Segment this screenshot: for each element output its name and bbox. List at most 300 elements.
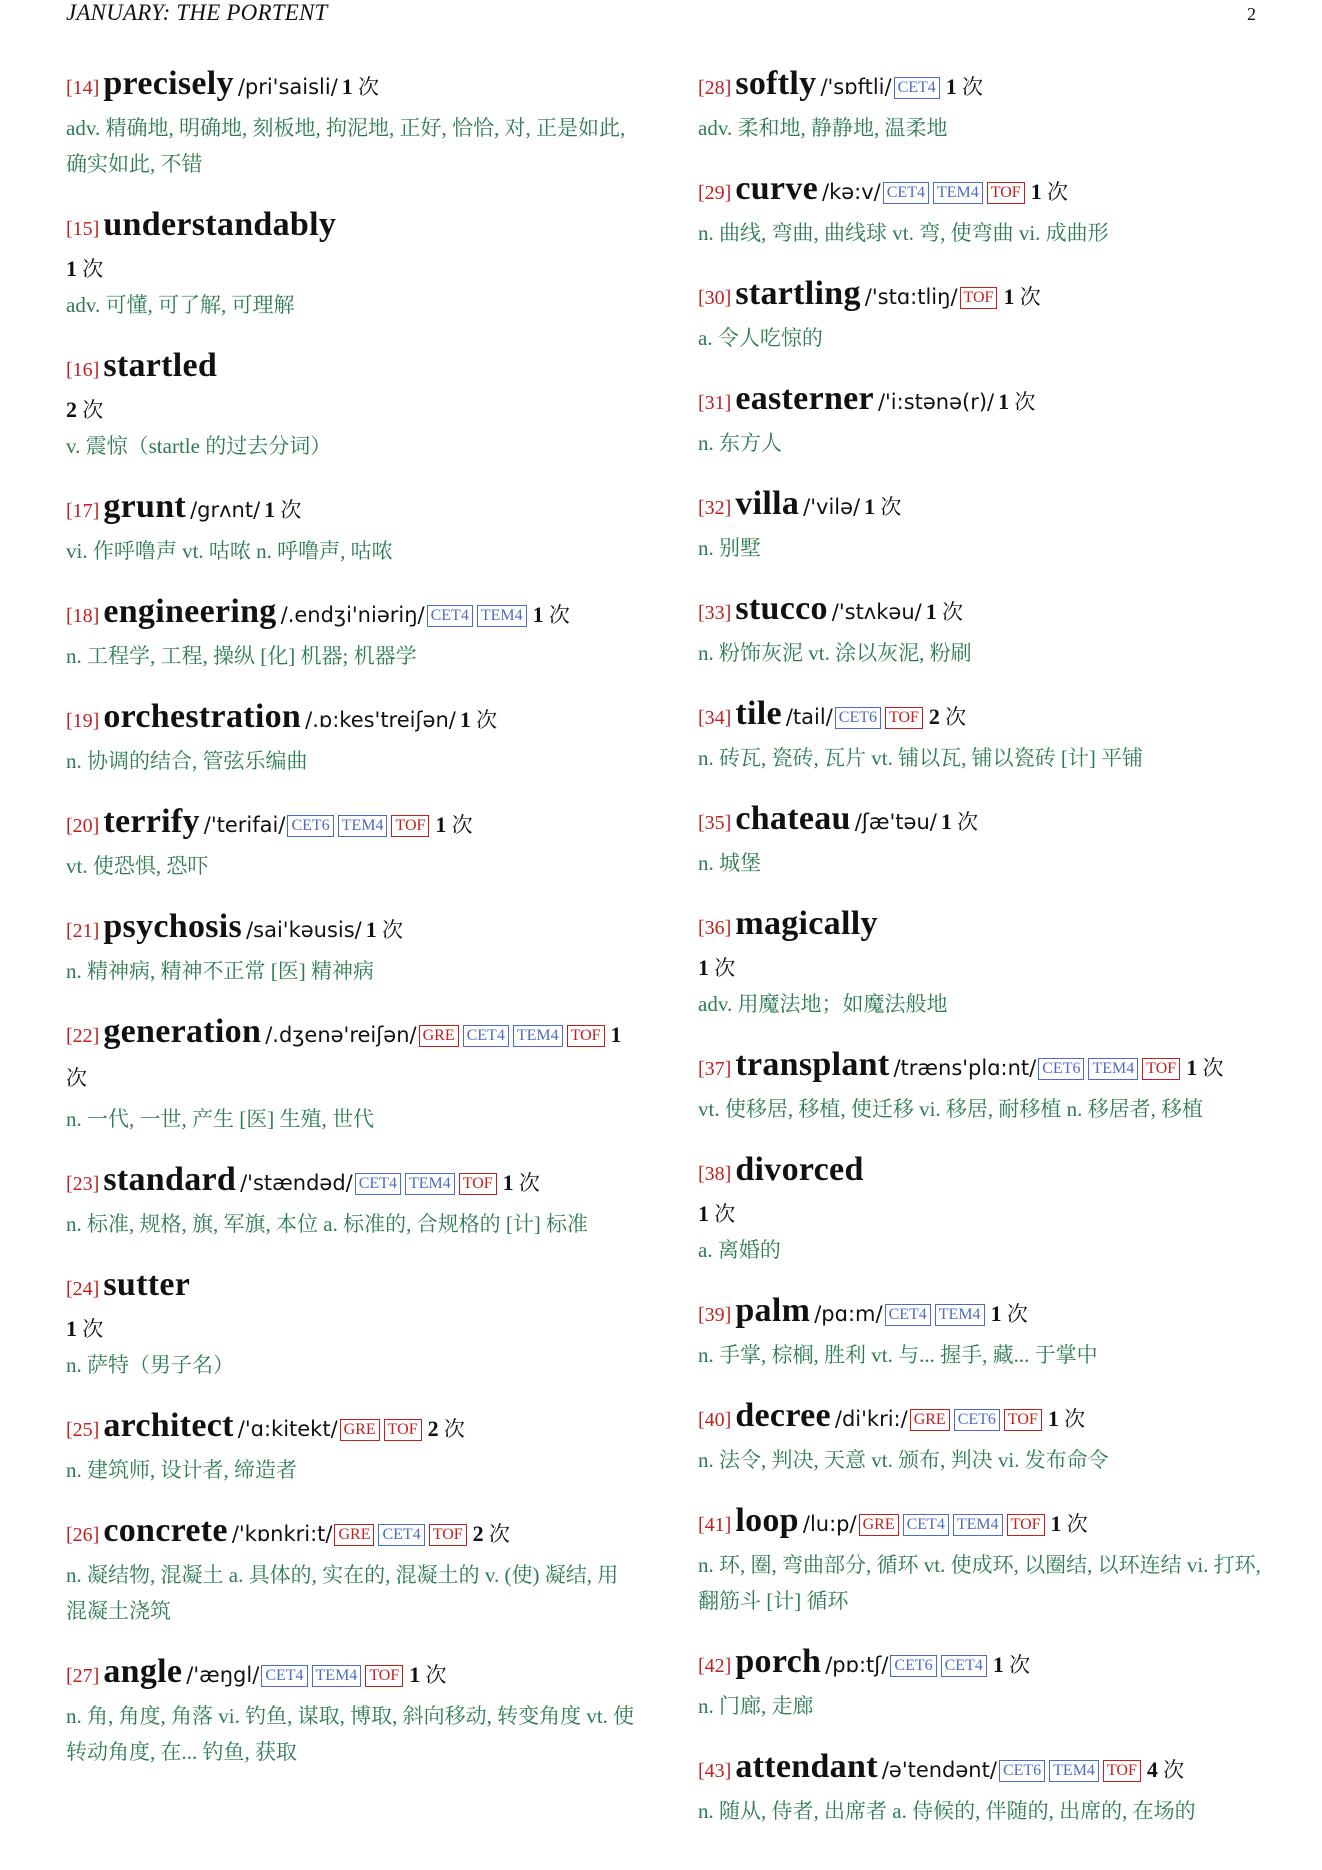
occurrence-count — [698, 1202, 735, 1226]
definition: n. 环, 圈, 弯曲部分, 循环 vt. 使成环, 以圈结, 以环连结 vi. 打环, 翻筋斗 [计] 循环 — [698, 1553, 1261, 1613]
entry-headline — [66, 346, 636, 392]
entry-index: [39] — [698, 1304, 732, 1326]
count-unit: 次 — [280, 498, 302, 522]
exam-tag: TOF — [960, 287, 998, 309]
headword: loop — [735, 1502, 799, 1539]
exam-tag: CET4 — [885, 1304, 931, 1326]
count-value: 1 — [264, 497, 276, 522]
exam-tag: TOF — [1004, 1409, 1042, 1431]
vocab-entry — [698, 1045, 1272, 1127]
entry-headline — [698, 904, 1272, 950]
entry-index: [21] — [66, 920, 100, 942]
occurrence-count — [993, 1653, 1030, 1677]
left-column — [66, 64, 636, 1793]
occurrence-count — [1051, 1512, 1088, 1536]
definition: n. 砖瓦, 瓷砖, 瓦片 vt. 铺以瓦, 铺以瓷砖 [计] 平铺 — [698, 746, 1144, 770]
headword: divorced — [735, 1151, 864, 1188]
entry-headline — [66, 1406, 636, 1452]
page-number: 2 — [1247, 4, 1256, 24]
count-value: 1 — [698, 1201, 709, 1226]
headword: generation — [103, 1013, 262, 1050]
entry-index: [35] — [698, 812, 732, 834]
entry-headline — [698, 274, 1272, 320]
exam-tag: TEM4 — [1088, 1058, 1138, 1080]
phonetic: /tail/ — [785, 705, 833, 729]
exam-tag: TOF — [1142, 1058, 1180, 1080]
count-value: 1 — [532, 602, 544, 627]
entry-index: [24] — [66, 1278, 100, 1300]
exam-tag: CET6 — [999, 1760, 1045, 1782]
exam-tag: TEM4 — [477, 605, 527, 627]
exam-tag: TOF — [365, 1665, 403, 1687]
occurrence-count — [264, 498, 301, 522]
count-value: 2 — [66, 397, 77, 422]
entry-index: [22] — [66, 1025, 100, 1047]
phonetic: /grʌnt/ — [190, 498, 261, 522]
definition: adv. 用魔法地；如魔法般地 — [698, 992, 948, 1016]
count-unit: 次 — [451, 813, 473, 837]
occurrence-count — [1031, 180, 1068, 204]
exam-tag: GRE — [910, 1409, 950, 1431]
exam-tag: CET6 — [1038, 1058, 1084, 1080]
entry-index: [33] — [698, 602, 732, 624]
exam-tag: CET4 — [883, 182, 929, 204]
phonetic: /træns'plɑ:nt/ — [893, 1056, 1037, 1080]
phonetic: /di'kri:/ — [834, 1407, 908, 1431]
count-unit: 次 — [945, 705, 967, 729]
entry-index: [17] — [66, 500, 100, 522]
entry-index: [34] — [698, 707, 732, 729]
count-line — [698, 1196, 1272, 1232]
exam-tag: GRE — [419, 1025, 459, 1047]
count-value: 1 — [66, 256, 77, 281]
vocab-entry — [698, 169, 1272, 251]
count-value: 1 — [1186, 1055, 1198, 1080]
occurrence-count — [435, 813, 472, 837]
exam-tag: CET4 — [941, 1655, 987, 1677]
entry-index: [28] — [698, 77, 732, 99]
occurrence-count — [366, 918, 403, 942]
definition: n. 曲线, 弯曲, 曲线球 vt. 弯, 使弯曲 vi. 成曲形 — [698, 221, 1109, 245]
vocab-entry — [698, 1642, 1272, 1724]
entry-headline — [66, 1012, 636, 1101]
count-value: 1 — [1030, 179, 1042, 204]
headword: palm — [735, 1292, 811, 1329]
count-value: 1 — [365, 917, 377, 942]
entry-index: [43] — [698, 1760, 732, 1782]
vocab-entry — [698, 274, 1272, 356]
phonetic: /.endʒi'niəriŋ/ — [280, 603, 425, 627]
headword: concrete — [103, 1512, 228, 1549]
count-value: 1 — [66, 1316, 77, 1341]
occurrence-count — [1186, 1056, 1223, 1080]
occurrence-count — [991, 1302, 1028, 1326]
count-unit: 次 — [1014, 390, 1036, 414]
exam-tag: TOF — [987, 182, 1025, 204]
occurrence-count — [342, 75, 379, 99]
vocab-entry — [698, 1501, 1272, 1619]
definition: vi. 作呼噜声 vt. 咕哝 n. 呼噜声, 咕哝 — [66, 539, 393, 563]
count-value: 4 — [1146, 1757, 1158, 1782]
count-unit: 次 — [1163, 1758, 1185, 1782]
phonetic: /.ɒ:kes'treiʃən/ — [305, 708, 456, 732]
count-line — [66, 392, 636, 428]
exam-tag: TEM4 — [953, 1514, 1003, 1536]
definition: n. 手掌, 棕榈, 胜利 vt. 与... 握手, 藏... 于掌中 — [698, 1343, 1098, 1367]
exam-tag: CET4 — [894, 77, 940, 99]
definition: n. 工程学, 工程, 操纵 [化] 机器; 机器学 — [66, 644, 417, 668]
headword: understandably — [103, 206, 337, 243]
exam-tag: CET6 — [287, 815, 333, 837]
occurrence-count — [929, 705, 966, 729]
occurrence-count — [533, 603, 570, 627]
count-unit: 次 — [358, 75, 380, 99]
headword: magically — [735, 905, 878, 942]
phonetic: /pri'saisli/ — [237, 75, 338, 99]
definition: a. 离婚的 — [698, 1238, 781, 1262]
phonetic: /'vilə/ — [803, 495, 861, 519]
count-unit: 次 — [1006, 1302, 1028, 1326]
count-unit: 次 — [1066, 1512, 1088, 1536]
count-unit: 次 — [82, 1317, 104, 1341]
occurrence-count — [698, 956, 735, 980]
phonetic: /'æŋgl/ — [186, 1663, 260, 1687]
vocab-entry — [66, 592, 636, 674]
count-value: 2 — [427, 1416, 439, 1441]
entry-headline — [698, 484, 1272, 530]
exam-tag: TEM4 — [312, 1665, 362, 1687]
exam-tag: TOF — [384, 1419, 422, 1441]
count-unit: 次 — [880, 495, 902, 519]
count-value: 2 — [472, 1521, 484, 1546]
exam-tag: TEM4 — [1049, 1760, 1099, 1782]
count-value: 1 — [502, 1170, 514, 1195]
vocab-entry — [66, 907, 636, 989]
definition: adv. 精确地, 明确地, 刻板地, 拘泥地, 正好, 恰恰, 对, 正是如此, 确实如此, 不错 — [66, 116, 626, 176]
entry-headline — [698, 169, 1272, 215]
entry-index: [32] — [698, 497, 732, 519]
headword: curve — [735, 170, 819, 207]
exam-tag: TOF — [391, 815, 429, 837]
count-value: 1 — [409, 1662, 421, 1687]
occurrence-count — [1147, 1758, 1184, 1782]
phonetic: /ʃæ'təu/ — [854, 810, 937, 834]
occurrence-count — [66, 1317, 103, 1341]
count-unit: 次 — [1046, 180, 1068, 204]
phonetic: /'ɑ:kitekt/ — [237, 1417, 338, 1441]
entry-index: [27] — [66, 1665, 100, 1687]
entry-index: [36] — [698, 917, 732, 939]
vocab-entry — [698, 1747, 1272, 1829]
occurrence-count — [941, 810, 978, 834]
occurrence-count — [428, 1417, 465, 1441]
exam-tag: CET4 — [427, 605, 473, 627]
headword: angle — [103, 1653, 183, 1690]
entry-headline — [698, 64, 1272, 110]
vocab-entry — [698, 1291, 1272, 1373]
entry-index: [20] — [66, 815, 100, 837]
phonetic: /sai'kəusis/ — [246, 918, 362, 942]
entry-headline — [66, 1511, 636, 1557]
headword: transplant — [735, 1046, 890, 1083]
definition: n. 角, 角度, 角落 vi. 钓鱼, 谋取, 博取, 斜向移动, 转变角度 vt. 使转动角度, 在... 钓鱼, 获取 — [66, 1704, 635, 1764]
headword: terrify — [103, 803, 200, 840]
entry-headline — [698, 589, 1272, 635]
entry-index: [30] — [698, 287, 732, 309]
headword: precisely — [103, 65, 234, 102]
count-value: 1 — [864, 494, 876, 519]
occurrence-count — [503, 1171, 540, 1195]
count-line — [66, 251, 636, 287]
vocab-entry — [66, 487, 636, 569]
occurrence-count — [926, 600, 963, 624]
entry-index: [19] — [66, 710, 100, 732]
entry-index: [15] — [66, 218, 100, 240]
definition: adv. 可懂, 可了解, 可理解 — [66, 293, 295, 317]
exam-tag: GRE — [859, 1514, 899, 1536]
entry-headline — [698, 379, 1272, 425]
definition: n. 一代, 一世, 产生 [医] 生殖, 世代 — [66, 1107, 374, 1131]
occurrence-count — [66, 398, 103, 422]
definition: n. 别墅 — [698, 536, 761, 560]
count-value: 1 — [1003, 284, 1015, 309]
count-value: 1 — [1047, 1406, 1059, 1431]
headword: stucco — [735, 590, 828, 627]
count-value: 2 — [928, 704, 940, 729]
count-unit: 次 — [82, 257, 104, 281]
vocab-entry — [66, 346, 636, 464]
count-unit: 次 — [1009, 1653, 1031, 1677]
entry-index: [41] — [698, 1514, 732, 1536]
exam-tag: TEM4 — [933, 182, 983, 204]
phonetic: /kə:v/ — [822, 180, 881, 204]
exam-tag: TOF — [1103, 1760, 1141, 1782]
count-value: 1 — [435, 812, 447, 837]
count-unit: 次 — [941, 600, 963, 624]
phonetic: /'kɒnkri:t/ — [231, 1522, 333, 1546]
vocab-entry — [698, 64, 1272, 146]
entry-headline — [66, 1652, 636, 1698]
count-unit: 次 — [488, 1522, 510, 1546]
entry-headline — [66, 592, 636, 638]
exam-tag: TEM4 — [338, 815, 388, 837]
entry-index: [26] — [66, 1524, 100, 1546]
headword: chateau — [735, 800, 851, 837]
count-value: 1 — [998, 389, 1010, 414]
entry-index: [38] — [698, 1163, 732, 1185]
headword: engineering — [103, 593, 277, 630]
entry-headline — [698, 1396, 1272, 1442]
phonetic: /lu:p/ — [802, 1512, 857, 1536]
definition: a. 令人吃惊的 — [698, 326, 823, 350]
exam-tag: CET4 — [378, 1524, 424, 1546]
count-unit: 次 — [425, 1663, 447, 1687]
definition: n. 城堡 — [698, 851, 761, 875]
headword: villa — [735, 485, 800, 522]
exam-tag: TEM4 — [935, 1304, 985, 1326]
entry-headline — [698, 1642, 1272, 1688]
headword: standard — [103, 1161, 237, 1198]
count-unit: 次 — [476, 708, 498, 732]
vocab-entry — [698, 589, 1272, 671]
count-unit: 次 — [957, 810, 979, 834]
vocab-entry — [66, 205, 636, 323]
count-unit: 次 — [714, 1202, 736, 1226]
count-unit: 次 — [518, 1171, 540, 1195]
exam-tag: CET4 — [261, 1665, 307, 1687]
headword: sutter — [103, 1266, 191, 1303]
phonetic: /pɒ:tʃ/ — [825, 1653, 889, 1677]
phonetic: /ə'tendənt/ — [881, 1758, 997, 1782]
phonetic: /.dʒenə'reiʃən/ — [265, 1023, 417, 1047]
occurrence-count — [1003, 285, 1040, 309]
exam-tag: TOF — [1007, 1514, 1045, 1536]
entry-headline — [66, 1160, 636, 1206]
entry-index: [18] — [66, 605, 100, 627]
exam-tag: TOF — [567, 1025, 605, 1047]
count-value: 1 — [940, 809, 952, 834]
entry-headline — [66, 205, 636, 251]
occurrence-count — [409, 1663, 446, 1687]
entry-index: [16] — [66, 359, 100, 381]
definition: vt. 使移居, 移植, 使迁移 vi. 移居, 耐移植 n. 移居者, 移植 — [698, 1097, 1204, 1121]
count-unit: 次 — [1202, 1056, 1224, 1080]
entry-index: [40] — [698, 1409, 732, 1431]
count-unit: 次 — [548, 603, 570, 627]
entry-index: [37] — [698, 1058, 732, 1080]
headword: softly — [735, 65, 817, 102]
entry-headline — [698, 694, 1272, 740]
phonetic: /'terifai/ — [203, 813, 286, 837]
headword: grunt — [103, 488, 187, 525]
exam-tag: CET6 — [835, 707, 881, 729]
count-value: 1 — [990, 1301, 1002, 1326]
count-unit: 次 — [66, 1066, 87, 1090]
exam-tag: CET6 — [954, 1409, 1000, 1431]
occurrence-count — [66, 257, 103, 281]
definition: n. 门廊, 走廊 — [698, 1694, 814, 1718]
definition: v. 震惊（startle 的过去分词） — [66, 434, 332, 458]
exam-tag: CET4 — [463, 1025, 509, 1047]
entry-headline — [66, 802, 636, 848]
vocab-entry — [66, 697, 636, 779]
chapter-title: JANUARY: THE PORTENT — [66, 0, 328, 25]
entry-headline — [66, 487, 636, 533]
vocab-entry — [66, 1265, 636, 1383]
count-value: 1 — [459, 707, 471, 732]
phonetic: /'stændəd/ — [240, 1171, 353, 1195]
definition: adv. 柔和地, 静静地, 温柔地 — [698, 116, 948, 140]
entry-index: [14] — [66, 77, 100, 99]
definition: n. 凝结物, 混凝土 a. 具体的, 实在的, 混凝土的 v. (使) 凝结, 用混凝土浇筑 — [66, 1563, 619, 1623]
entry-index: [31] — [698, 392, 732, 414]
exam-tag: CET6 — [890, 1655, 936, 1677]
vocab-entry — [698, 1150, 1272, 1268]
definition: n. 精神病, 精神不正常 [医] 精神病 — [66, 959, 374, 983]
definition: n. 萨特（男子名） — [66, 1353, 234, 1377]
entry-index: [29] — [698, 182, 732, 204]
count-line — [66, 1311, 636, 1347]
exam-tag: TOF — [459, 1173, 497, 1195]
vocab-entry — [66, 1406, 636, 1488]
exam-tag: GRE — [334, 1524, 374, 1546]
entry-index: [42] — [698, 1655, 732, 1677]
exam-tag: TOF — [429, 1524, 467, 1546]
count-value: 1 — [925, 599, 937, 624]
count-line — [698, 950, 1272, 986]
vocab-entry — [698, 379, 1272, 461]
headword: orchestration — [103, 698, 302, 735]
entry-headline — [698, 799, 1272, 845]
entry-headline — [698, 1291, 1272, 1337]
count-unit: 次 — [382, 918, 404, 942]
definition: n. 法令, 判决, 天意 vt. 颁布, 判决 vi. 发布命令 — [698, 1448, 1109, 1472]
vocab-entry — [66, 1511, 636, 1629]
definition: vt. 使恐惧, 恐吓 — [66, 854, 209, 878]
right-column — [698, 64, 1272, 1852]
headword: startled — [103, 347, 218, 384]
occurrence-count — [1048, 1407, 1085, 1431]
vocab-entry — [698, 484, 1272, 566]
vocab-entry — [66, 1652, 636, 1770]
occurrence-count — [460, 708, 497, 732]
occurrence-count — [998, 390, 1035, 414]
count-value: 1 — [698, 955, 709, 980]
headword: porch — [735, 1643, 822, 1680]
count-unit: 次 — [962, 75, 984, 99]
entry-headline — [66, 907, 636, 953]
entry-headline — [66, 1265, 636, 1311]
count-value: 1 — [1050, 1511, 1062, 1536]
count-value: 1 — [341, 74, 353, 99]
definition: n. 建筑师, 设计者, 缔造者 — [66, 1458, 297, 1482]
count-unit: 次 — [1064, 1407, 1086, 1431]
phonetic: /'sɒftli/ — [820, 75, 892, 99]
exam-tag: CET4 — [355, 1173, 401, 1195]
phonetic: /'stʌkəu/ — [831, 600, 922, 624]
headword: easterner — [735, 380, 874, 417]
occurrence-count — [473, 1522, 510, 1546]
exam-tag: TEM4 — [513, 1025, 563, 1047]
vocab-entry — [66, 1160, 636, 1242]
vocab-entry — [698, 799, 1272, 881]
count-unit: 次 — [714, 956, 736, 980]
exam-tag: CET4 — [903, 1514, 949, 1536]
phonetic: /'stɑ:tliŋ/ — [864, 285, 958, 309]
definition: n. 随从, 侍者, 出席者 a. 侍候的, 伴随的, 出席的, 在场的 — [698, 1799, 1196, 1823]
vocab-entry — [698, 694, 1272, 776]
count-value: 1 — [945, 74, 957, 99]
count-value: 1 — [992, 1652, 1004, 1677]
occurrence-count — [864, 495, 901, 519]
definition: n. 协调的结合, 管弦乐编曲 — [66, 749, 308, 773]
count-unit: 次 — [82, 398, 104, 422]
definition: n. 标准, 规格, 旗, 军旗, 本位 a. 标准的, 合规格的 [计] 标准 — [66, 1212, 589, 1236]
occurrence-count — [946, 75, 983, 99]
exam-tag: TOF — [885, 707, 923, 729]
vocab-entry — [66, 64, 636, 182]
count-unit: 次 — [1019, 285, 1041, 309]
exam-tag: TEM4 — [405, 1173, 455, 1195]
definition: n. 东方人 — [698, 431, 782, 455]
entry-index: [23] — [66, 1173, 100, 1195]
page-header — [66, 0, 1256, 30]
entry-headline — [698, 1501, 1272, 1547]
phonetic: /'i:stənə(r)/ — [877, 390, 995, 414]
entry-index: [25] — [66, 1419, 100, 1441]
definition: n. 粉饰灰泥 vt. 涂以灰泥, 粉刷 — [698, 641, 972, 665]
headword: decree — [735, 1397, 831, 1434]
